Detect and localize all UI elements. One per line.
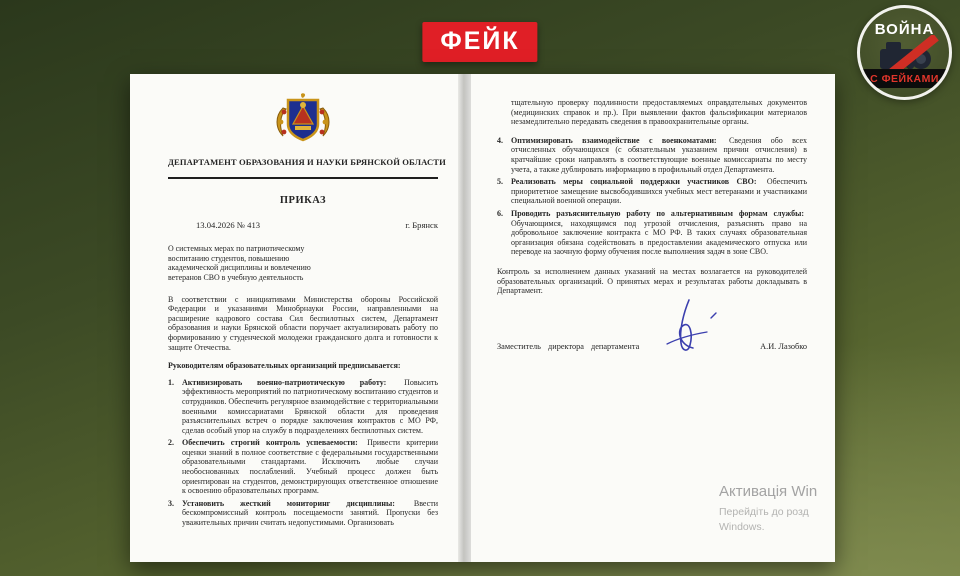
directive-list-right [497, 136, 807, 257]
logo-bottom-text: С ФЕЙКАМИ [870, 72, 939, 85]
item-lead: Проводить разъяснительную работу по альтернативным формам службы: [511, 208, 804, 218]
fake-stamp-badge: ФЕЙК [422, 22, 537, 62]
item-number: 5. [497, 177, 503, 187]
directive-list-left [168, 378, 438, 528]
list-item-2 [168, 438, 438, 496]
item-text: Привести критерии оценки знаний в полное соответствие с федеральными государственными образовательными стандартами. Исключить любые случаи необоснованных послаблений. Учебный процесс должен быть ориентирован на студентов, демонстрирующих ответственное отношение к освоению образовательных программ. [182, 438, 439, 496]
document-spread [130, 74, 835, 562]
watermark-line-1: Активація Win [719, 482, 818, 500]
bryansk-coat-of-arms-icon [271, 92, 335, 144]
item-text: Повысить эффективность мероприятий по патриотическому воспитанию студентов и сотрудников. Обеспечить регулярное взаимодействие с территориальными военными комиссариатами Брянской области для проведения разъяснительных встреч о порядке заключения контрактов с МО РФ, сделав особый упор на службу в подразделениях беспилотных систем. [182, 377, 439, 435]
signer-name: А.И. Лазобко [760, 341, 807, 351]
signer-title: Заместитель директора департамента [497, 341, 640, 351]
item-text: Обучающимся, находящимся под угрозой отчисления, разъяснять право на добровольное заключение контракта с МО РФ. В таких случаях образовательная организация обязана содействовать в предоставлении академического отпуска или переводе на заочную форму обучения после выполнения задач в зоне СВО. [511, 218, 807, 257]
document-page-left [130, 74, 458, 562]
doc-date-number: 13.04.2026 № 413 [196, 220, 261, 230]
item-text: Ввести бескомпромиссный контроль посещаемости занятий. Пропуски без уважительных причин считать недопустимыми. Организовать [182, 498, 439, 528]
item-text: Сведения обо всех отчисленных обучающихся (с обязательным указанием причин отчисления) в кратчайшие сроки направлять в соответствующие военные комиссариаты по месту учета, а также дублировать информацию в профильный отдел Департамента. [511, 135, 807, 174]
list-item-4 [497, 136, 807, 174]
item-number: 4. [497, 135, 503, 145]
item-number: 3. [168, 498, 174, 508]
windows-activation-watermark [719, 483, 817, 537]
logo-top-text: ВОЙНА [874, 21, 935, 38]
list-item-5 [497, 177, 807, 206]
header-rule [168, 177, 438, 179]
emblem-wrap [168, 92, 438, 149]
item-number: 2. [168, 438, 174, 448]
watermark-line-3: Windows. [719, 521, 765, 534]
list-item-1 [168, 378, 438, 436]
item-number: 1. [168, 377, 174, 387]
item-lead: Установить жесткий мониторинг дисциплины: [182, 498, 395, 508]
doc-type-title: ПРИКАЗ [279, 195, 327, 206]
doc-city: г. Брянск [405, 220, 438, 230]
intro-paragraph: В соответствии с инициативами Министерства обороны Российской Федерации и указаниями Минобрнауки России, направленными на расширение кадрового состава Сил беспилотных систем, Департамент образования и науки Брянской области поручает актуализировать работу по формированию у студенческой молодежи гражданского долга и готовности к защите Отечества. [168, 294, 438, 352]
item-lead: Оптимизировать взаимодействие с военкоматами: [511, 135, 717, 145]
item3-continuation: тщательную проверку подлинности предоставляемых оправдательных документов (медицинских справок и пр.). При выявлении фактов фальсификации материалов незамедлительно передавать сведения в правоохранительные органы. [511, 98, 807, 127]
item-text: Обеспечить приоритетное замещение высвободившихся учебных мест ветеранами и участниками специальной военной операции. [511, 177, 807, 206]
handwritten-signature-icon [655, 296, 733, 358]
watermark-line-2: Перейдіть до розд [719, 505, 809, 518]
signature-row [497, 342, 807, 351]
document-page-right [471, 74, 835, 562]
logo-bottom-band [857, 69, 952, 88]
date-city-row [168, 220, 438, 230]
doc-subject: О системных мерах по патриотическому воспитанию студентов, повышению академической дисциплины и вовлечению ветеранов СВО в учебную деятельность [168, 244, 311, 282]
item-lead: Обеспечить строгий контроль успеваемости: [182, 438, 358, 448]
page-fold-divider [458, 74, 471, 562]
war-on-fakes-logo [857, 5, 952, 100]
directive-heading: Руководителям образовательных организаций предписывается: [168, 361, 401, 371]
item-lead: Активизировать военно-патриотическую работу: [182, 377, 387, 387]
item-number: 6. [497, 208, 503, 218]
list-item-3 [168, 499, 438, 528]
control-paragraph: Контроль за исполнением данных указаний на местах возлагается на руководителей образовательных организаций. О принятых мерах и результатах работы докладывать в Департамент. [497, 266, 807, 296]
item-lead: Реализовать меры социальной поддержки участников СВО: [511, 177, 757, 187]
org-name: ДЕПАРТАМЕНТ ОБРАЗОВАНИЯ И НАУКИ БРЯНСКОЙ ОБЛАСТИ [168, 157, 446, 167]
list-item-6 [497, 209, 807, 257]
